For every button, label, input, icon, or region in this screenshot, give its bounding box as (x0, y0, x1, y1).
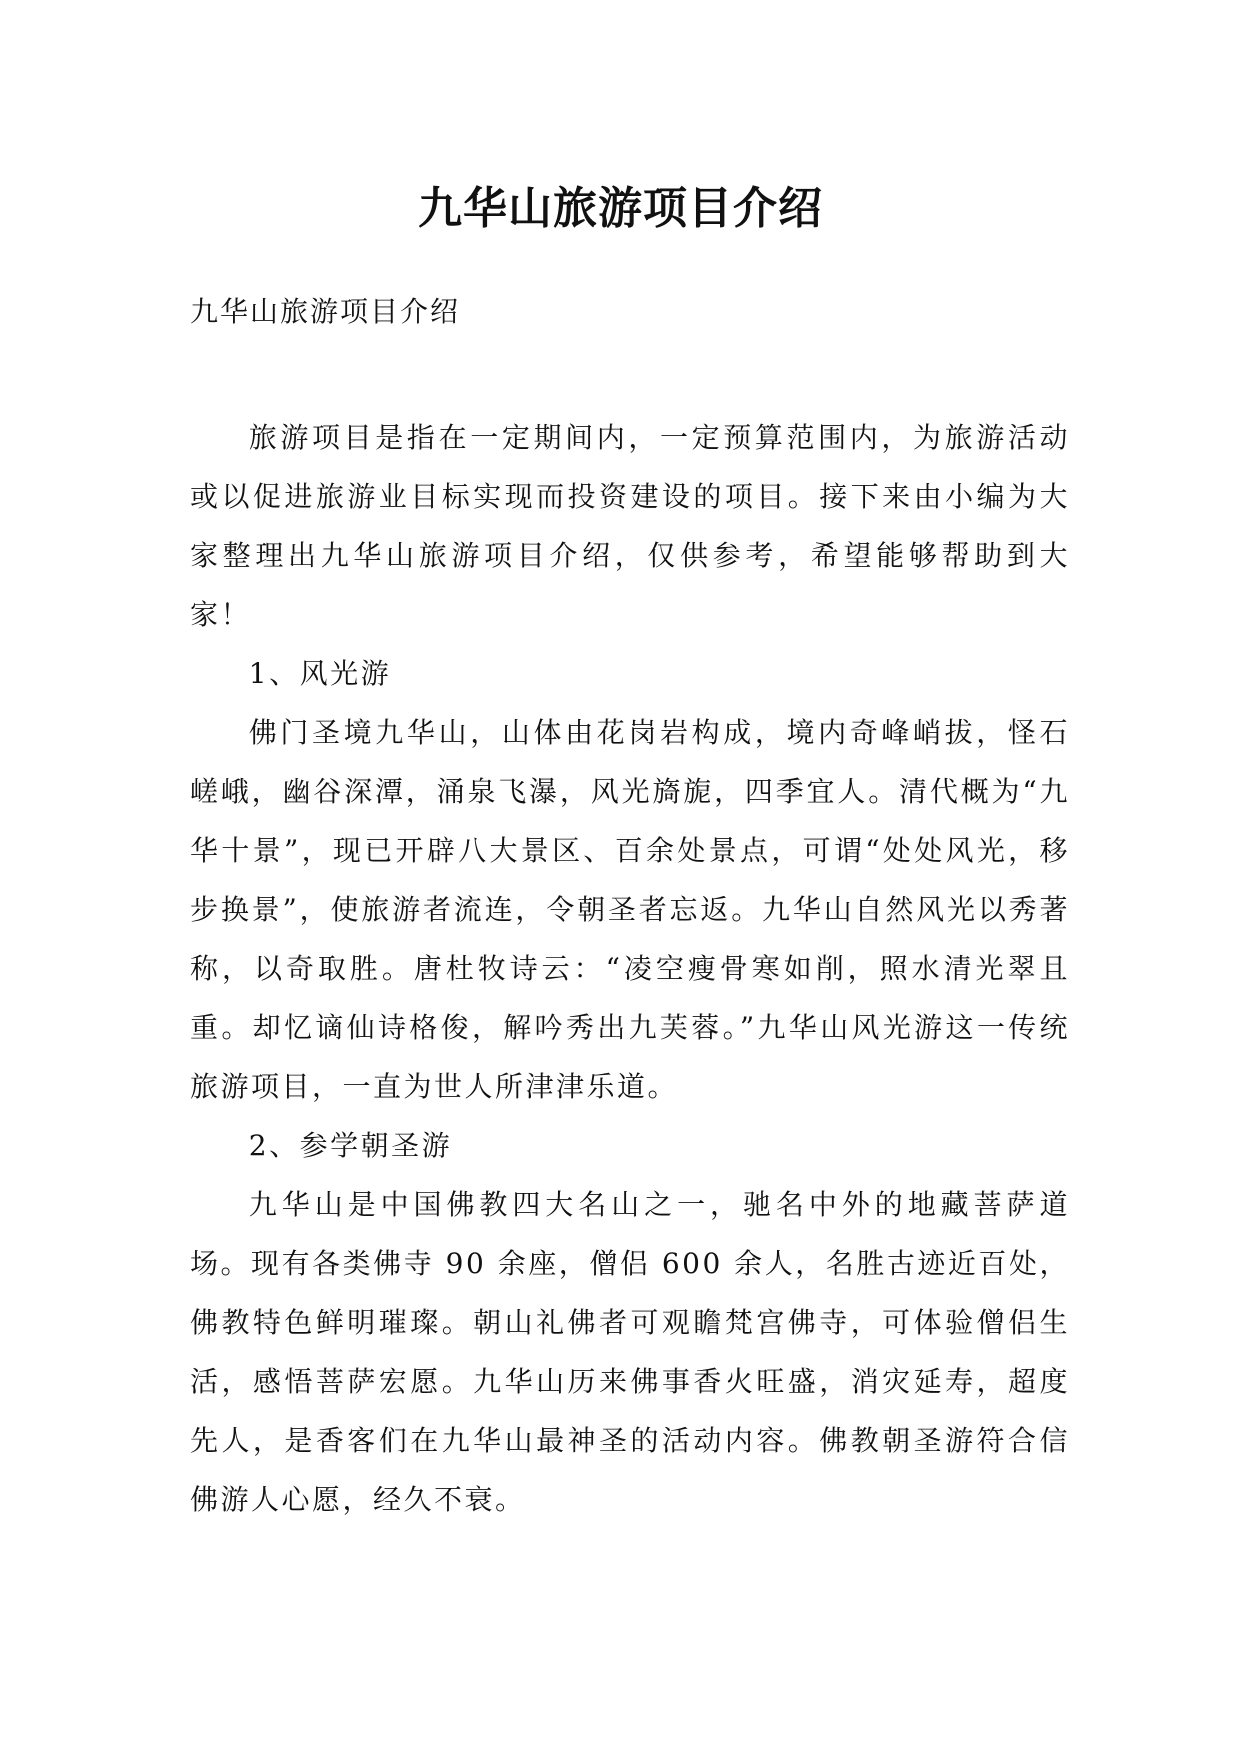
section-body-scenery: 佛门圣境九华山，山体由花岗岩构成，境内奇峰峭拔，怪石嵯峨，幽谷深潭，涌泉飞瀑，风光旖旎，四季宜人。清代概为“九华十景”，现已开辟八大景区、百余处景点，可谓“处处风光，移步换景”，使旅游者流连，令朝圣者忘返。九华山自然风光以秀著称，以奇取胜。唐杜牧诗云：“凌空瘦骨寒如削，照水清光翠且重。却忆谪仙诗格俊，解吟秀出九芙蓉。”九华山风光游这一传统旅游项目，一直为世人所津津乐道。 (190, 716, 1070, 1103)
document-body (190, 408, 1070, 1529)
document-subtitle: 九华山旅游项目介绍 (190, 295, 461, 328)
section-body-pilgrimage: 九华山是中国佛教四大名山之一，驰名中外的地藏菩萨道场。现有各类佛寺 90 余座，僧侣 600 余人，名胜古迹近百处，佛教特色鲜明璀璨。朝山礼佛者可观瞻梵宫佛寺，可体验僧侣生活，感悟菩萨宏愿。九华山历来佛事香火旺盛，消灾延寿，超度先人，是香客们在九华山最神圣的活动内容。佛教朝圣游符合信佛游人心愿，经久不衰。 (190, 1188, 1070, 1516)
section-heading-pilgrimage: 2、参学朝圣游 (248, 1129, 453, 1162)
section-heading-scenery: 1、风光游 (248, 657, 392, 690)
intro-paragraph: 旅游项目是指在一定期间内，一定预算范围内，为旅游活动或以促进旅游业目标实现而投资建设的项目。接下来由小编为大家整理出九华山旅游项目介绍，仅供参考，希望能够帮助到大家！ (190, 421, 1070, 631)
document-title: 九华山旅游项目介绍 (418, 183, 823, 235)
